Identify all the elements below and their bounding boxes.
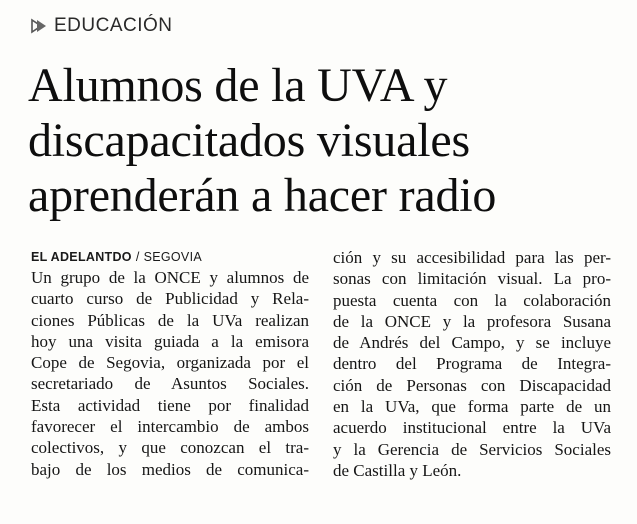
headline — [28, 58, 628, 223]
section-label: EDUCACIÓN — [54, 15, 173, 36]
body-line: Un grupo de la ONCE y alumnos de — [31, 268, 309, 287]
byline — [31, 250, 202, 264]
headline-line: aprenderán a hacer radio — [28, 169, 497, 222]
headline-line: discapacitados visuales — [28, 114, 470, 167]
body-line: y la Gerencia de Servicios Sociales — [333, 439, 611, 459]
body-line: Esta actividad tiene por finalidad — [31, 395, 309, 415]
body-line: ción y su accesibilidad para las per- — [333, 248, 611, 267]
byline-separator: / — [135, 250, 140, 264]
body-line: de la ONCE y la profesora Susana — [333, 311, 611, 331]
headline-line: Alumnos de la UVA y — [28, 59, 448, 112]
body-line: cuarto curso de Publicidad y Rela- — [31, 289, 309, 309]
body-line: favorecer el intercambio de ambos — [31, 417, 309, 437]
body-line: bajo de los medios de comunica- — [31, 459, 309, 479]
body-line: acuerdo institucional entre la UVa — [333, 418, 611, 438]
body-line: en la UVa, que forma parte de un — [333, 397, 611, 417]
arrow-marker-icon — [30, 17, 48, 35]
body-line: colectivos, y que conozcan el tra- — [31, 438, 309, 458]
section-header — [30, 13, 173, 39]
body-line: secretariado de Asuntos Sociales. — [31, 374, 309, 394]
body-line: ción de Personas con Discapacidad — [333, 375, 611, 395]
body-line: de Andrés del Campo, y se incluye — [333, 333, 611, 353]
body-line: puesta cuenta con la colaboración — [333, 290, 611, 310]
body-line: de Castilla y León. — [333, 460, 462, 480]
body-line: hoy una visita guiada a la emisora — [31, 331, 309, 351]
body-line: dentro del Programa de Integra- — [333, 354, 611, 374]
body-line: sonas con limitación visual. La pro- — [333, 269, 611, 289]
body-line: ciones Públicas de la UVa realizan — [31, 310, 309, 330]
body-column-right — [333, 247, 611, 481]
body-line: Cope de Segovia, organizada por el — [31, 353, 309, 373]
byline-location: SEGOVIA — [143, 250, 202, 264]
byline-author: EL ADELANTDO — [31, 250, 132, 264]
body-column-left — [31, 267, 309, 480]
